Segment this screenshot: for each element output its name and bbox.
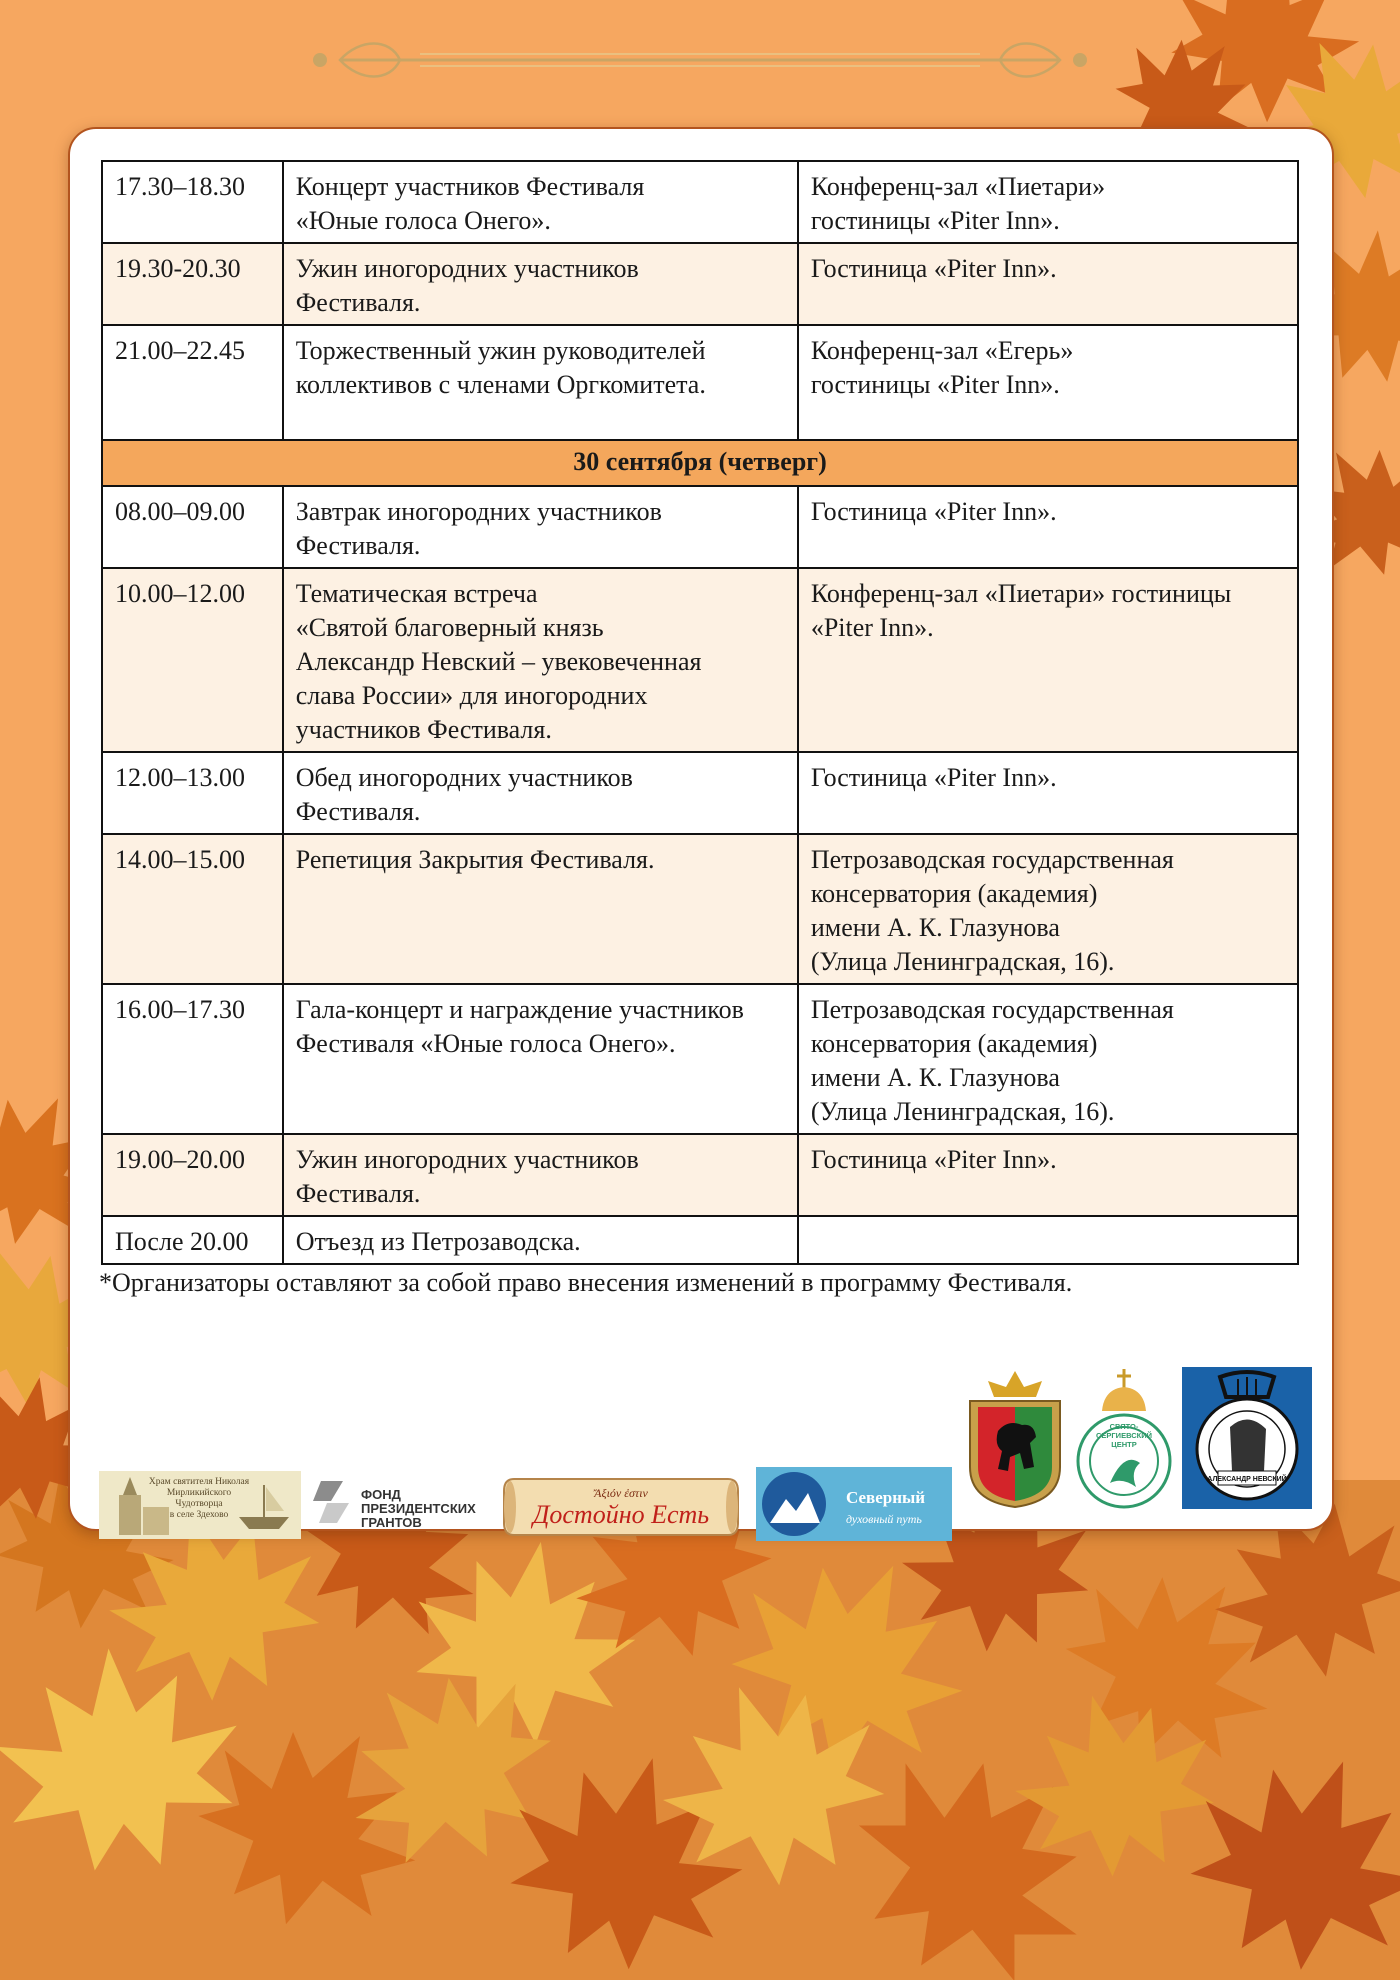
cell-line: Фестиваля. [295, 1179, 421, 1208]
cell-line: Завтрак иногородних участников [295, 497, 662, 526]
cell-line: Конференц-зал «Пиетари» гостиницы [810, 579, 1232, 608]
time-cell: 08.00–09.00 [102, 486, 283, 568]
day-header-row [102, 440, 1298, 486]
table-row [102, 325, 1298, 440]
center-text: ЦЕНТР [1111, 1440, 1137, 1449]
cell-line: слава России» для иногородних [295, 681, 648, 710]
temple-logo-text: Мирликийского [166, 1488, 232, 1498]
cell-line: Торжественный ужин руководителей [295, 336, 706, 365]
event-cell [283, 325, 798, 440]
place-cell [798, 161, 1298, 243]
place-cell [798, 984, 1298, 1134]
time-cell: 16.00–17.30 [102, 984, 283, 1134]
cell-line: Ужин иногородних участников [295, 1145, 639, 1174]
cell-line: Гостиница «Piter Inn». [810, 763, 1057, 792]
table-row [102, 243, 1298, 325]
time-cell: 17.30–18.30 [102, 161, 283, 243]
center-text: СЕРГИЕВСКИЙ [1096, 1431, 1152, 1440]
cell-line: «Piter Inn». [810, 613, 934, 642]
cell-line: «Юные голоса Онего». [295, 206, 551, 235]
cell-line: (Улица Ленинградская, 16). [810, 1097, 1115, 1126]
cell-line: Гостиница «Piter Inn». [810, 497, 1057, 526]
cell-line: Фестиваля «Юные голоса Онего». [295, 1029, 676, 1058]
severny-text: Северный [846, 1488, 926, 1507]
severny-path-logo [756, 1467, 952, 1541]
place-cell [798, 752, 1298, 834]
cell-line: имени А. К. Глазунова [810, 913, 1060, 942]
place-cell [798, 243, 1298, 325]
severny-text: духовный путь [846, 1512, 922, 1526]
cell-line: гостиницы «Piter Inn». [810, 370, 1060, 399]
cell-line: Репетиция Закрытия Фестиваля. [295, 845, 655, 874]
cell-line: консерватория (академия) [810, 879, 1098, 908]
cell-line: Концерт участников Фестиваля [295, 172, 645, 201]
temple-logo-text: Чудотворца [175, 1499, 223, 1509]
place-cell [798, 325, 1298, 440]
cell-line: имени А. К. Глазунова [810, 1063, 1060, 1092]
time-cell: После 20.00 [102, 1216, 283, 1264]
table-row [102, 568, 1298, 752]
place-cell [798, 486, 1298, 568]
cell-line: Ужин иногородних участников [295, 254, 639, 283]
time-cell: 19.00–20.00 [102, 1134, 283, 1216]
cell-line: Конференц-зал «Егерь» [810, 336, 1074, 365]
table-row [102, 834, 1298, 984]
table-row [102, 1134, 1298, 1216]
event-cell [283, 161, 798, 243]
event-cell [283, 243, 798, 325]
fund-text: ПРЕЗИДЕНТСКИХ [361, 1501, 476, 1516]
event-cell [283, 834, 798, 984]
day-header: 30 сентября (четверг) [102, 440, 1298, 486]
place-cell [798, 568, 1298, 752]
dostoino-text: Достойно Есть [532, 1500, 710, 1529]
dostoino-greek-text: Ἄξιόν ἐστιν [594, 1486, 648, 1500]
dostoino-est-logo [502, 1471, 740, 1541]
cell-line: «Святой благоверный князь [295, 613, 604, 642]
nevsky-text: АЛЕКСАНДР НЕВСКИЙ [1207, 1476, 1287, 1483]
sponsor-logos [70, 1367, 1336, 1533]
decorative-ornament [280, 28, 1120, 92]
cell-line: Фестиваля. [295, 797, 421, 826]
cell-line: Фестиваля. [295, 288, 421, 317]
event-cell [283, 1216, 798, 1264]
cell-line: Конференц-зал «Пиетари» [810, 172, 1106, 201]
time-cell: 21.00–22.45 [102, 325, 283, 440]
event-cell [283, 984, 798, 1134]
temple-logo [99, 1471, 301, 1539]
table-row [102, 161, 1298, 243]
cell-line: участников Фестиваля. [295, 715, 552, 744]
cell-line: гостиницы «Piter Inn». [810, 206, 1060, 235]
event-cell [283, 1134, 798, 1216]
center-text: СВЯТО- [1109, 1422, 1139, 1431]
time-cell: 10.00–12.00 [102, 568, 283, 752]
schedule-card [68, 127, 1334, 1531]
event-cell [283, 486, 798, 568]
cell-line: Фестиваля. [295, 531, 421, 560]
table-row [102, 984, 1298, 1134]
cell-line: Обед иногородних участников [295, 763, 633, 792]
presidential-grants-logo [313, 1477, 493, 1535]
cell-line: Петрозаводская государственная [810, 995, 1174, 1024]
event-cell [283, 568, 798, 752]
event-cell [283, 752, 798, 834]
cell-line: консерватория (академия) [810, 1029, 1098, 1058]
place-cell [798, 1134, 1298, 1216]
karelia-coat-of-arms [964, 1367, 1066, 1509]
place-cell [798, 1216, 1298, 1264]
cell-line: (Улица Ленинградская, 16). [810, 947, 1115, 976]
cell-line: Отъезд из Петрозаводска. [295, 1227, 581, 1256]
table-row [102, 486, 1298, 568]
cell-line: Александр Невский – увековеченная [295, 647, 702, 676]
disclaimer-note: *Организаторы оставляют за собой право внесения изменений в программу Фестиваля. [99, 1268, 1073, 1297]
cell-line: Тематическая встреча [295, 579, 538, 608]
temple-logo-text: Храм святителя Николая [148, 1477, 250, 1487]
cell-line: Петрозаводская государственная [810, 845, 1174, 874]
place-cell [798, 834, 1298, 984]
sergievsky-center-logo [1074, 1367, 1174, 1509]
schedule-table [101, 160, 1299, 1265]
time-cell: 12.00–13.00 [102, 752, 283, 834]
table-row [102, 752, 1298, 834]
fund-text: ФОНД [361, 1487, 401, 1502]
fund-text: ГРАНТОВ [361, 1515, 422, 1530]
time-cell: 14.00–15.00 [102, 834, 283, 984]
cell-line: коллективов с членами Оргкомитета. [295, 370, 706, 399]
temple-logo-text: в селе Здехово [169, 1510, 229, 1520]
time-cell: 19.30-20.30 [102, 243, 283, 325]
cell-line: Гала-концерт и награждение участников [295, 995, 744, 1024]
cell-line: Гостиница «Piter Inn». [810, 254, 1057, 283]
table-row [102, 1216, 1298, 1264]
alexander-nevsky-logo [1182, 1367, 1312, 1509]
cell-line: Гостиница «Piter Inn». [810, 1145, 1057, 1174]
